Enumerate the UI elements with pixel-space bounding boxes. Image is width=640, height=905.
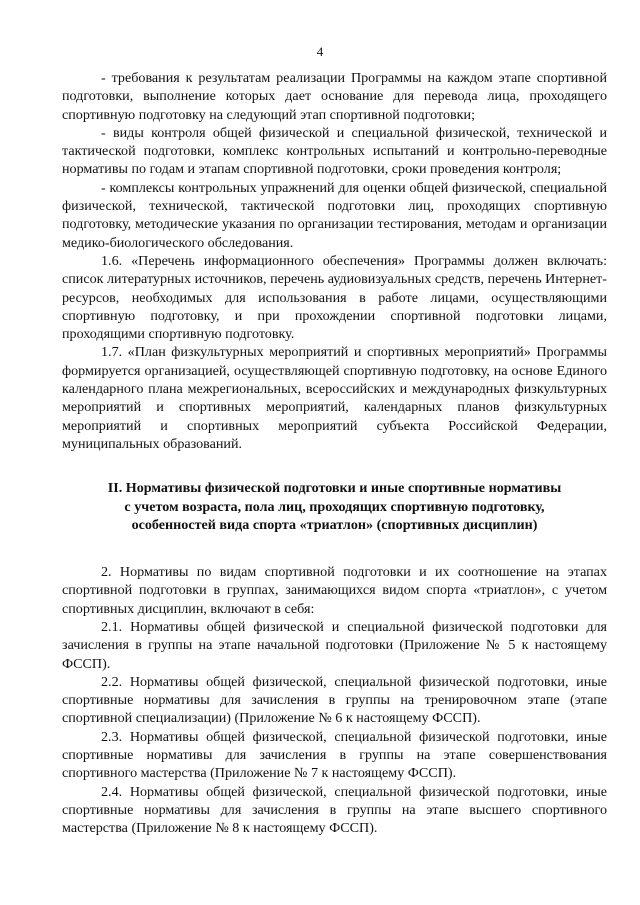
paragraph-control-exercises: - комплексы контрольных упражнений для оценки общей физической, специальной физической, технической, тактической подготовки лиц, проходящих спортивную подготовку, методические указания по организации тестирования, методам и организации медико-биологического обследования. [62, 179, 607, 251]
section-title-line: с учетом возраста, пола лиц, проходящих спортивную подготовку, [124, 498, 545, 515]
paragraph-2-2: 2.2. Нормативы общей физической, специальной физической подготовки, иные спортивные нормативы для зачисления в группы на тренировочном этапе (этапе спортивной специализации) (Приложение № 6 к настоящему ФССП). [62, 673, 607, 727]
paragraph-control-types: - виды контроля общей физической и специальной физической, технической и тактической подготовки, комплекс контрольных испытаний и контрольно-переводные нормативы по годам и этапам спортивной подготовки, сроки проведения контроля; [62, 124, 607, 178]
paragraph-2-4: 2.4. Нормативы общей физической, специальной физической подготовки, иные спортивные нормативы для зачисления в группы на этапе высшего спортивного мастерства (Приложение № 8 к настоящему ФССП). [62, 783, 607, 837]
section-title [62, 479, 607, 535]
document-body [62, 69, 607, 837]
paragraph-2-1: 2.1. Нормативы общей физической и специальной физической подготовки для зачисления в группы на этапе начальной подготовки (Приложение № 5 к настоящему ФССП). [62, 618, 607, 672]
paragraph-1-7: 1.7. «План физкультурных мероприятий и спортивных мероприятий» Программы формируется организацией, осуществляющей спортивную подготовку, на основе Единого календарного плана межрегиональных, всероссийских и международных физкультурных мероприятий и спортивных мероприятий, календарных планов физкультурных мероприятий и спортивных мероприятий субъекта Российской Федерации, муниципальных образований. [62, 344, 607, 452]
paragraph-requirements: - требования к результатам реализации Программы на каждом этапе спортивной подготовки, выполнение которых дает основание для перевода лица, проходящего спортивную подготовку на следующий этап спортивной подготовки; [62, 70, 607, 123]
page-number: 4 [316, 44, 324, 59]
paragraph-2-3: 2.3. Нормативы общей физической, специальной физической подготовки, иные спортивные нормативы для зачисления в группы на этапе совершенствования спортивного мастерства (Приложение № 7 к настоящему ФССП). [62, 728, 607, 782]
paragraph-1-6: 1.6. «Перечень информационного обеспечения» Программы должен включать: список литературных источников, перечень аудиовизуальных средств, перечень Интернет-ресурсов, необходимых для использования в работе лицами, осуществляющими спортивную подготовку, и при прохождении спортивной подготовки лицами, проходящими спортивную подготовку. [62, 252, 607, 343]
section-title-line: особенностей вида спорта «триатлон» (спортивных дисциплин) [131, 517, 538, 534]
paragraph-2: 2. Нормативы по видам спортивной подготовки и их соотношение на этапах спортивной подготовки в группах, занимающихся видом спорта «триатлон», с учетом спортивных дисциплин, включают в себя: [62, 564, 607, 617]
section-title-line: II. Нормативы физической подготовки и иные спортивные нормативы [107, 480, 562, 497]
